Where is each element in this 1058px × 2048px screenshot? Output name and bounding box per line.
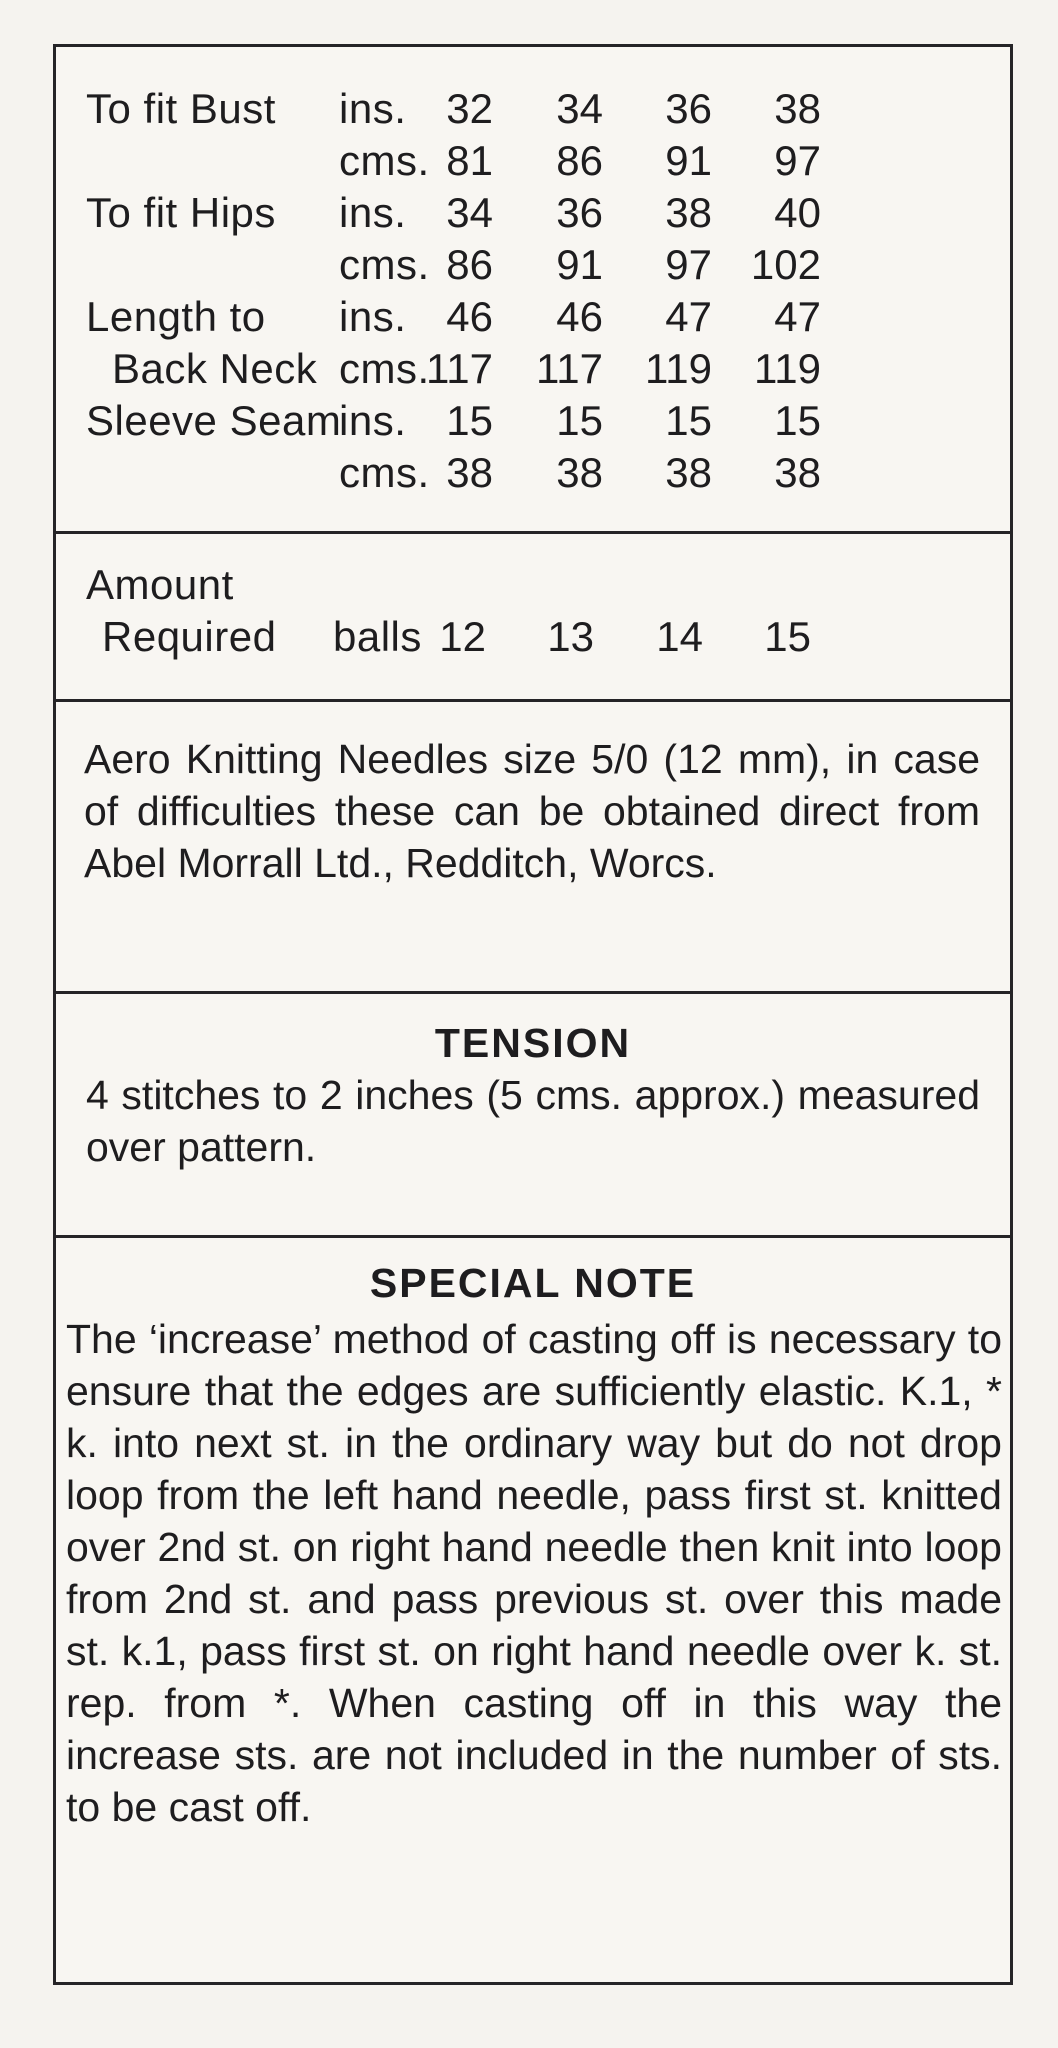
amount-value: 13 [547, 613, 594, 660]
sizes-section [56, 47, 1010, 534]
amount-unit: balls [333, 613, 422, 660]
size-row-value: 119 [645, 345, 712, 392]
size-row-unit: cms. [339, 137, 430, 184]
tension-section [56, 991, 1010, 1238]
amount-section [56, 531, 1010, 702]
size-row-label: Back Neck [112, 345, 318, 392]
size-row-label: Sleeve Seam [86, 397, 342, 444]
special-note-heading: SPECIAL NOTE [369, 1260, 697, 1306]
size-row-value: 34 [556, 85, 603, 132]
size-row-value: 86 [446, 241, 493, 288]
needles-text: Aero Knitting Needles size 5/0 (12 mm), in case of difficulties these can be obtained direct from Abel Morrall Ltd., Redditch, Worcs. [84, 736, 980, 886]
size-row-value: 38 [665, 449, 712, 496]
size-row-value: 47 [774, 293, 821, 340]
size-row-unit: ins. [339, 85, 407, 132]
size-row-unit: ins. [339, 293, 407, 340]
size-row-value: 40 [774, 189, 821, 236]
size-row-value: 36 [665, 85, 712, 132]
size-row-value: 38 [774, 449, 821, 496]
size-row-value: 15 [446, 397, 493, 444]
size-row-value: 119 [754, 345, 821, 392]
size-row-value: 32 [446, 85, 493, 132]
size-row-value: 46 [446, 293, 493, 340]
size-row-value: 46 [556, 293, 603, 340]
tension-heading: TENSION [434, 1020, 632, 1066]
size-row-value: 34 [446, 189, 493, 236]
size-row-value: 91 [556, 241, 603, 288]
size-row-value: 117 [536, 345, 603, 392]
size-row-value: 36 [556, 189, 603, 236]
amount-value: 14 [656, 613, 703, 660]
size-row-value: 102 [750, 241, 821, 288]
size-row-value: 86 [556, 137, 603, 184]
size-row-unit: ins. [339, 189, 407, 236]
size-row-unit: cms. [339, 449, 430, 496]
amount-label-line2: Required [102, 613, 277, 660]
size-row-label: To fit Bust [86, 85, 276, 132]
amount-label-line1: Amount [86, 561, 234, 608]
size-row-label: To fit Hips [86, 189, 276, 236]
needles-section [56, 699, 1010, 994]
special-note-section [56, 1235, 1010, 1982]
size-row-value: 47 [665, 293, 712, 340]
size-row-unit: cms. [339, 241, 430, 288]
amount-value: 12 [439, 613, 486, 660]
size-row-unit: ins. [339, 397, 407, 444]
size-row-value: 15 [556, 397, 603, 444]
size-row-value: 38 [556, 449, 603, 496]
size-row-value: 91 [665, 137, 712, 184]
size-row-value: 38 [446, 449, 493, 496]
size-row-value: 81 [446, 137, 493, 184]
size-row-label: Length to [86, 293, 266, 340]
size-row-value: 15 [665, 397, 712, 444]
special-note-text: The ‘increase’ method of casting off is necessary to ensure that the edges are sufficiently elastic. K.1, * k. into next st. in the ordinary way but do not drop loop from the left hand needle, pass first st. knitted over 2nd st. on right hand needle then knit into loop from 2nd st. and pass previous st. over this made st. k.1, pass first st. on right hand needle over k. st. rep. from *. When casting off in this way the increase sts. are not included in the number of sts. to be cast off. [66, 1316, 1002, 1830]
pattern-info-box [53, 44, 1013, 1985]
size-row-value: 38 [774, 85, 821, 132]
size-row-value: 15 [774, 397, 821, 444]
size-row-value: 117 [426, 345, 493, 392]
size-row-value: 97 [665, 241, 712, 288]
tension-text: 4 stitches to 2 inches (5 cms. approx.) measured over pattern. [86, 1072, 980, 1170]
amount-value: 15 [764, 613, 811, 660]
size-row-value: 38 [665, 189, 712, 236]
size-row-value: 97 [774, 137, 821, 184]
size-row-unit: cms. [339, 345, 430, 392]
